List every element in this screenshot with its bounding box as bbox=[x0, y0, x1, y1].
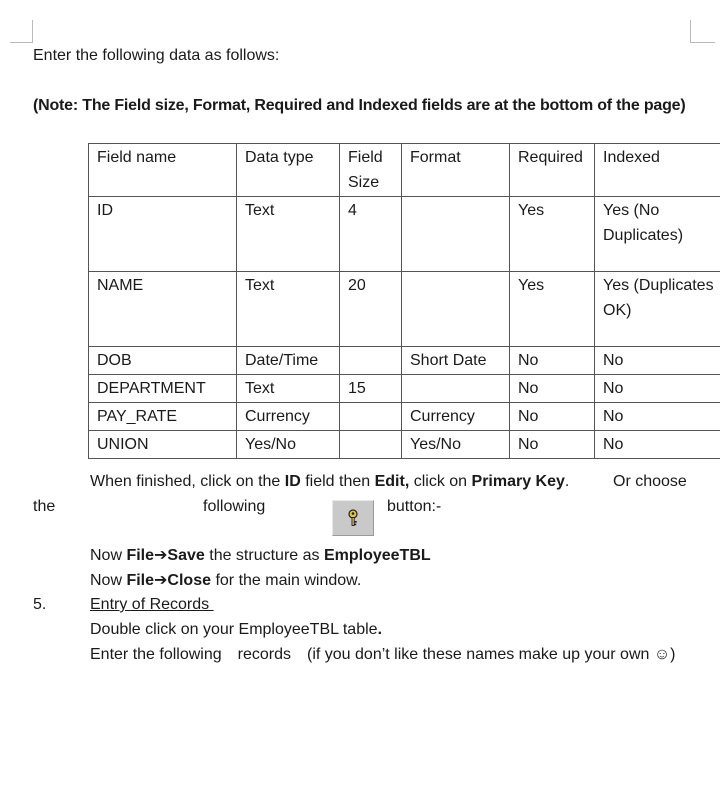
table-cell: ID bbox=[89, 197, 237, 272]
table-row bbox=[89, 375, 720, 403]
note-text: (Note: The Field size, Format, Required and Indexed fields are at the bottom of the page) bbox=[33, 97, 686, 114]
header-cell: Data type bbox=[237, 144, 340, 197]
close-instruction: Now File➔Close for the main window. bbox=[90, 572, 362, 589]
table-row bbox=[89, 197, 720, 272]
table-cell: No bbox=[595, 431, 720, 459]
table-cell: Text bbox=[237, 272, 340, 347]
section-heading: Entry of Records bbox=[90, 596, 214, 613]
double-click-instruction: Double click on your EmployeeTBL table. bbox=[90, 621, 383, 638]
table-cell: Yes/No bbox=[402, 431, 510, 459]
crop-mark-top-left bbox=[10, 20, 33, 43]
crop-mark-top-right bbox=[690, 20, 715, 43]
table-cell: No bbox=[510, 375, 595, 403]
table-row bbox=[89, 272, 720, 347]
table-cell: Date/Time bbox=[237, 347, 340, 375]
header-cell: Format bbox=[402, 144, 510, 197]
intro-text: Enter the following data as follows: bbox=[33, 47, 280, 64]
table-cell: DEPARTMENT bbox=[89, 375, 237, 403]
field-definition-table bbox=[88, 143, 720, 459]
section-number: 5. bbox=[33, 596, 47, 613]
header-cell: Required bbox=[510, 144, 595, 197]
table-cell: UNION bbox=[89, 431, 237, 459]
table-cell: Currency bbox=[402, 403, 510, 431]
or-choose-text: Or choose bbox=[613, 473, 687, 490]
table-cell: NAME bbox=[89, 272, 237, 347]
table-cell: 4 bbox=[340, 197, 402, 272]
save-instruction: Now File➔Save the structure as EmployeeTBL bbox=[90, 547, 431, 564]
table-cell bbox=[340, 431, 402, 459]
table-header-row bbox=[89, 144, 720, 197]
header-cell: Field name bbox=[89, 144, 237, 197]
table-cell bbox=[402, 375, 510, 403]
primary-key-icon bbox=[345, 509, 361, 527]
table-cell bbox=[340, 347, 402, 375]
table-cell: Yes bbox=[510, 197, 595, 272]
table-cell: No bbox=[595, 375, 720, 403]
enter-records-instruction: Enter the following records (if you don’t like these names make up your own ☺) bbox=[90, 646, 676, 663]
table-cell: Text bbox=[237, 375, 340, 403]
table-cell: Yes (No Duplicates) bbox=[595, 197, 720, 272]
table-cell: No bbox=[595, 347, 720, 375]
table-row bbox=[89, 403, 720, 431]
table-cell: Text bbox=[237, 197, 340, 272]
table-cell: No bbox=[595, 403, 720, 431]
table-cell: PAY_RATE bbox=[89, 403, 237, 431]
primary-key-button[interactable] bbox=[332, 500, 374, 536]
table-cell: Currency bbox=[237, 403, 340, 431]
table-cell: 20 bbox=[340, 272, 402, 347]
table-cell: Yes (Duplicates OK) bbox=[595, 272, 720, 347]
table-cell: No bbox=[510, 347, 595, 375]
table-cell: DOB bbox=[89, 347, 237, 375]
header-cell: Indexed bbox=[595, 144, 720, 197]
table-cell bbox=[340, 403, 402, 431]
table-cell: 15 bbox=[340, 375, 402, 403]
primary-key-instruction: When finished, click on the ID field then Edit, click on Primary Key. bbox=[90, 473, 570, 490]
table-row bbox=[89, 347, 720, 375]
table-cell bbox=[402, 197, 510, 272]
header-cell: Field Size bbox=[340, 144, 402, 197]
table-cell: No bbox=[510, 431, 595, 459]
button-text: button:- bbox=[387, 498, 442, 515]
table-cell bbox=[402, 272, 510, 347]
table-cell: Yes/No bbox=[237, 431, 340, 459]
table-row bbox=[89, 431, 720, 459]
table-cell: Short Date bbox=[402, 347, 510, 375]
following-text: following bbox=[203, 498, 266, 515]
the-text: the bbox=[33, 498, 56, 515]
table-cell: No bbox=[510, 403, 595, 431]
table-cell: Yes bbox=[510, 272, 595, 347]
